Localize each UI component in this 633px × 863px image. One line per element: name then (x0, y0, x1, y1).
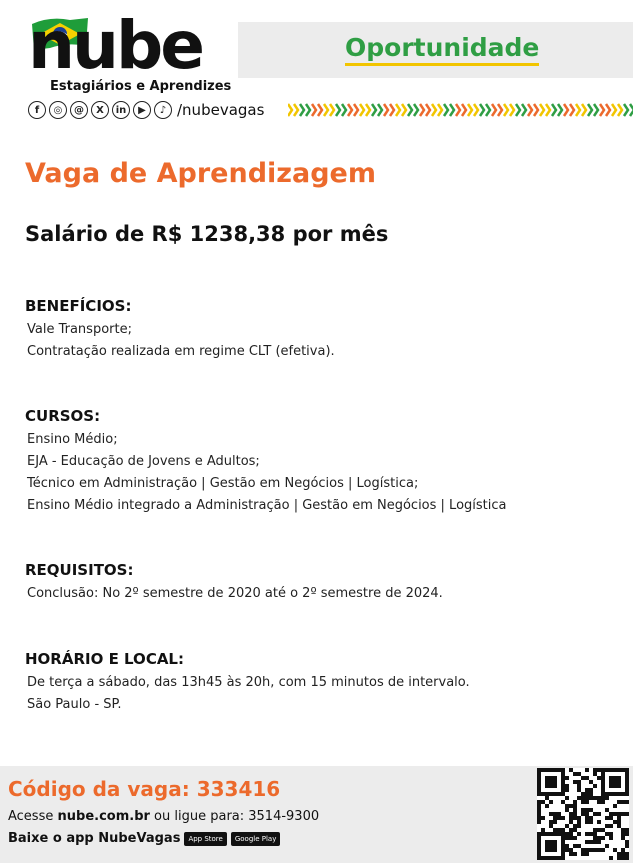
tiktok-icon[interactable]: ♪ (154, 101, 172, 119)
contact-line (8, 809, 319, 824)
job-title: Vaga de Aprendizagem (25, 158, 376, 189)
youtube-icon[interactable]: ▶ (133, 101, 151, 119)
nube-logo (28, 6, 232, 96)
brand-name: nube (28, 7, 202, 84)
threads-icon[interactable]: @ (70, 101, 88, 119)
app-promo (8, 831, 280, 846)
phone-text: ou ligue para: 3514-9300 (149, 809, 320, 824)
app-store-badge[interactable]: App Store (184, 832, 226, 846)
courses-heading: CURSOS: (25, 407, 101, 425)
qr-code-icon[interactable] (537, 768, 629, 860)
list-item: EJA - Educação de Jovens e Adultos; (27, 454, 260, 469)
list-item: De terça a sábado, das 13h45 às 20h, com 15 minutos de intervalo. (27, 675, 470, 690)
job-code: Código da vaga: 333416 (8, 777, 281, 801)
list-item: São Paulo - SP. (27, 697, 122, 712)
site-link[interactable]: nube.com.br (57, 809, 150, 824)
list-item: Conclusão: No 2º semestre de 2020 até o 2º semestre de 2024. (27, 586, 443, 601)
list-item: Técnico em Administração | Gestão em Negócios | Logística; (27, 476, 419, 491)
social-handle[interactable]: /nubevagas (177, 101, 265, 119)
benefits-heading: BENEFÍCIOS: (25, 297, 132, 315)
app-promo-text: Baixe o app NubeVagas (8, 831, 181, 846)
instagram-icon[interactable]: ◎ (49, 101, 67, 119)
salary: Salário de R$ 1238,38 por mês (25, 222, 389, 246)
schedule-heading: HORÁRIO E LOCAL: (25, 650, 184, 668)
social-bar (28, 100, 264, 120)
opportunity-label: Oportunidade (345, 33, 539, 66)
access-prefix: Acesse (8, 809, 58, 824)
schedule-list (27, 672, 470, 716)
benefits-list (27, 319, 335, 363)
brand-tagline: Estagiários e Aprendizes (50, 79, 232, 94)
courses-list (27, 429, 506, 517)
google-play-badge[interactable]: Google Play (231, 832, 281, 846)
list-item: Contratação realizada em regime CLT (efetiva). (27, 344, 335, 359)
requirements-list (27, 583, 443, 605)
facebook-icon[interactable]: f (28, 101, 46, 119)
list-item: Ensino Médio integrado a Administração | Gestão em Negócios | Logística (27, 498, 507, 513)
x-icon[interactable]: X (91, 101, 109, 119)
requirements-heading: REQUISITOS: (25, 561, 134, 579)
chevron-stripe-decoration (288, 102, 633, 118)
list-item: Vale Transporte; (27, 322, 132, 337)
linkedin-icon[interactable]: in (112, 101, 130, 119)
list-item: Ensino Médio; (27, 432, 118, 447)
